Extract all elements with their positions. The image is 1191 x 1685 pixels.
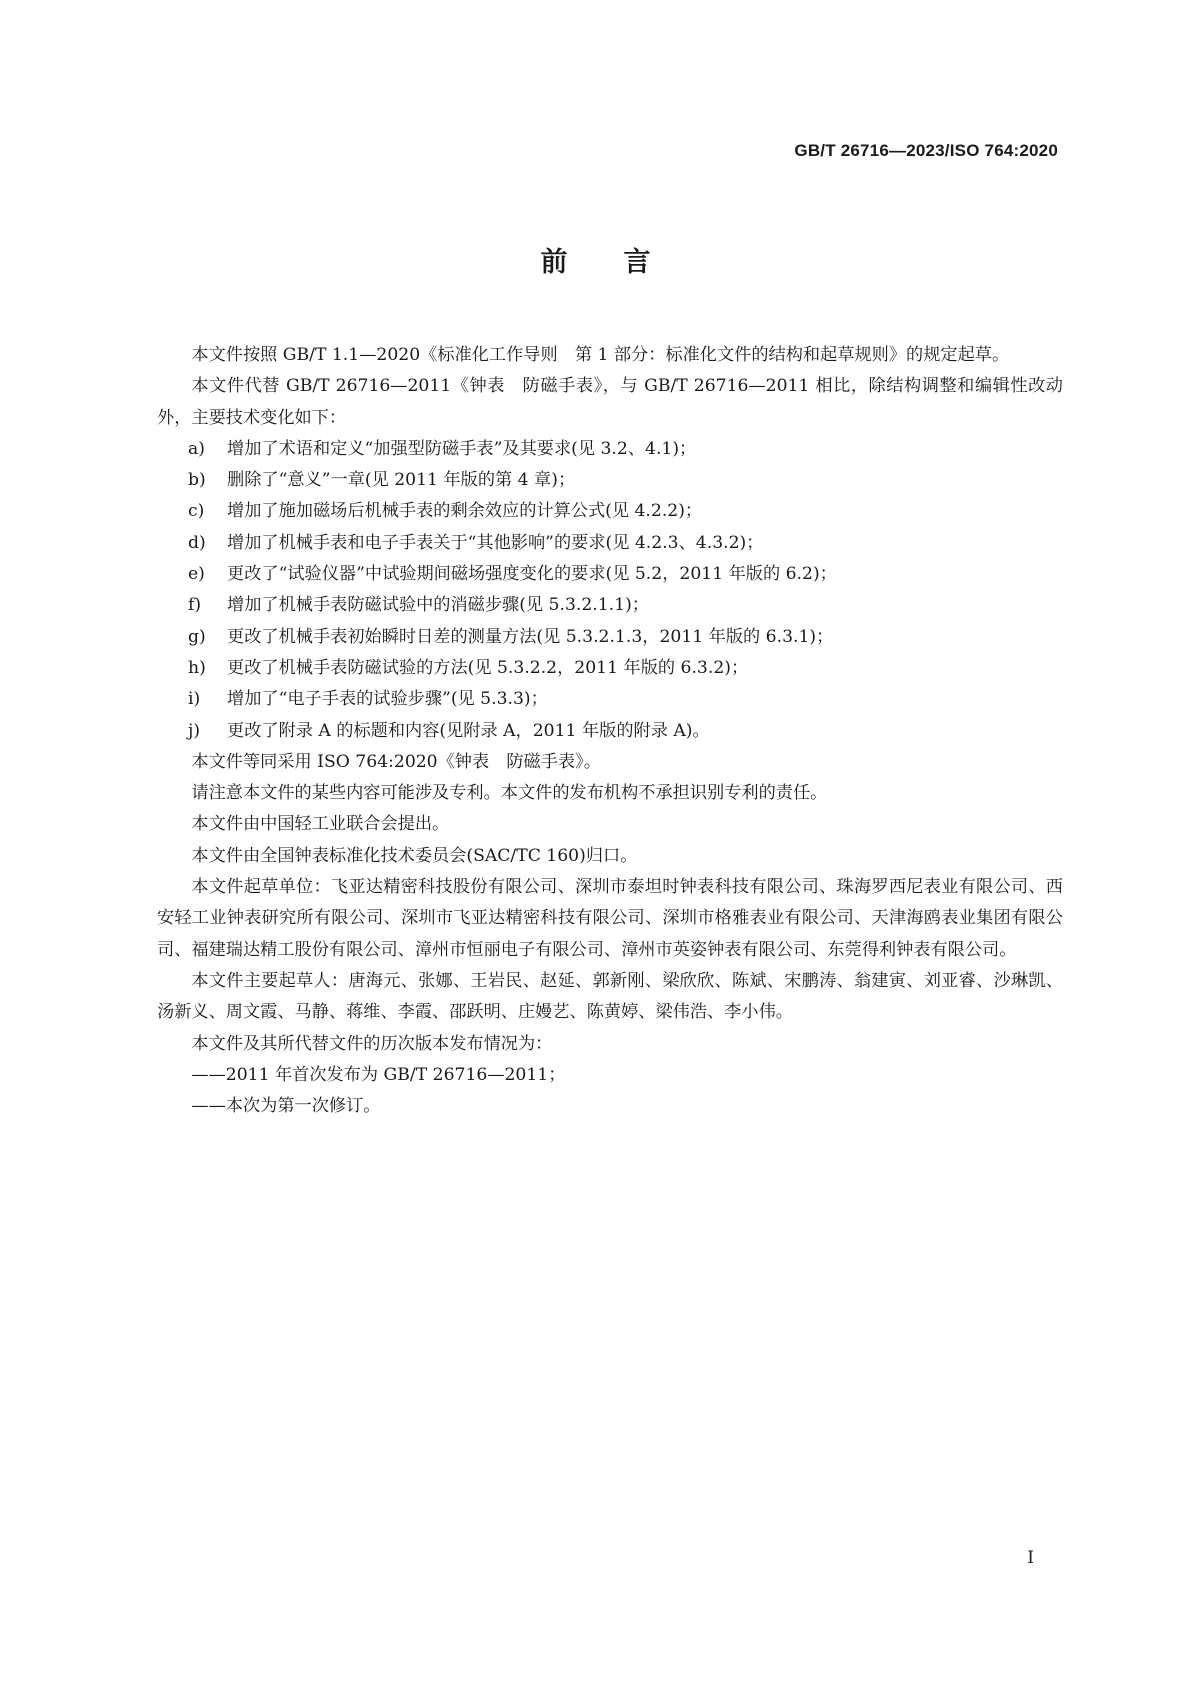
list-item (157, 684, 1063, 715)
paragraph-proposer: 本文件由中国轻工业联合会提出。 (191, 814, 450, 835)
paragraph-drafting-rules: 本文件按照 GB/T 1.1—2020《标准化工作导则 第 1 部分：标准化文件的结构和起草规则》的规定起草。 (191, 345, 1010, 365)
paragraph-adoption: 本文件等同采用 ISO 764:2020《钟表 防磁手表》。 (191, 751, 601, 772)
list-item (157, 528, 1063, 559)
list-item-text: 增加了机械手表防磁试验中的消磁步骤(见 5.3.2.1.1)； (227, 595, 649, 616)
paragraph-version-history: 本文件及其所代替文件的历次版本发布情况为： (191, 1033, 553, 1054)
history-item: ——本次为第一次修订。 (191, 1096, 381, 1117)
list-item (157, 434, 1063, 465)
history-item: ——2011 年首次发布为 GB/T 26716—2011； (191, 1064, 566, 1085)
list-marker: a) (188, 438, 205, 459)
list-marker: j) (188, 720, 201, 741)
changes-list (157, 434, 1063, 747)
list-item-text: 更改了机械手表防磁试验的方法(见 5.3.2.2，2011 年版的 6.3.2)； (227, 657, 749, 678)
list-item (157, 622, 1063, 653)
standard-code: GB/T 26716—2023/ISO 764:2020 (794, 141, 1058, 160)
list-marker: b) (188, 470, 206, 491)
list-marker: i) (188, 689, 201, 710)
list-item-text: 更改了“试验仪器”中试验期间磁场强度变化的要求(见 5.2，2011 年版的 6.2)； (227, 564, 837, 585)
list-item (157, 653, 1063, 684)
list-item-text: 更改了附录 A 的标题和内容(见附录 A，2011 年版的附录 A)。 (227, 720, 710, 741)
list-item-text: 增加了术语和定义“加强型防磁手表”及其要求(见 3.2、4.1)； (227, 438, 697, 459)
list-item-text: 增加了机械手表和电子手表关于“其他影响”的要求(见 4.2.3、4.3.2)； (227, 532, 764, 553)
page-number: I (1027, 1548, 1034, 1568)
list-marker: d) (188, 532, 206, 553)
list-item (157, 590, 1063, 621)
list-item-text: 增加了施加磁场后机械手表的剩余效应的计算公式(见 4.2.2)； (227, 501, 703, 522)
paragraph-drafters: 本文件主要起草人：唐海元、张娜、王岩民、赵延、郭新刚、梁欣欣、陈斌、宋鹏涛、翁建寅、刘亚睿、沙琳凯、汤新义、周文霞、马静、蒋维、李霞、邵跃明、庄嫚艺、陈黄婷、梁伟浩、李小伟。 (157, 970, 1063, 1023)
list-item-text: 更改了机械手表初始瞬时日差的测量方法(见 5.3.2.1.3，2011 年版的 6.3.1)； (227, 626, 834, 647)
foreword-body (157, 340, 1063, 1122)
list-marker: e) (188, 564, 205, 585)
list-item-text: 删除了“意义”一章(见 2011 年版的第 4 章)； (227, 470, 576, 491)
list-marker: f) (188, 595, 202, 616)
paragraph-drafting-units: 本文件起草单位：飞亚达精密科技股份有限公司、深圳市泰坦时钟表科技有限公司、珠海罗西尼表业有限公司、西安轻工业钟表研究所有限公司、深圳市飞亚达精密科技有限公司、深圳市格雅表业有限公司、天津海鸥表业集团有限公司、福建瑞达精工股份有限公司、漳州市恒丽电子有限公司、漳州市英姿钟表有限公司、东莞得利钟表有限公司。 (157, 877, 1063, 960)
list-item (157, 559, 1063, 590)
page-title: 前言 (540, 247, 707, 278)
list-item (157, 465, 1063, 496)
paragraph-patent-notice: 请注意本文件的某些内容可能涉及专利。本文件的发布机构不承担识别专利的责任。 (191, 783, 828, 804)
list-marker: c) (188, 501, 205, 522)
paragraph-administrator: 本文件由全国钟表标准化技术委员会(SAC/TC 160)归口。 (191, 845, 638, 866)
list-marker: g) (188, 626, 206, 647)
list-item-text: 增加了“电子手表的试验步骤”(见 5.3.3)； (227, 689, 548, 710)
list-item (157, 716, 1063, 747)
paragraph-replacement: 本文件代替 GB/T 26716—2011《钟表 防磁手表》，与 GB/T 26716—2011 相比，除结构调整和编辑性改动外，主要技术变化如下： (157, 376, 1063, 428)
list-item (157, 496, 1063, 527)
list-marker: h) (188, 657, 206, 678)
